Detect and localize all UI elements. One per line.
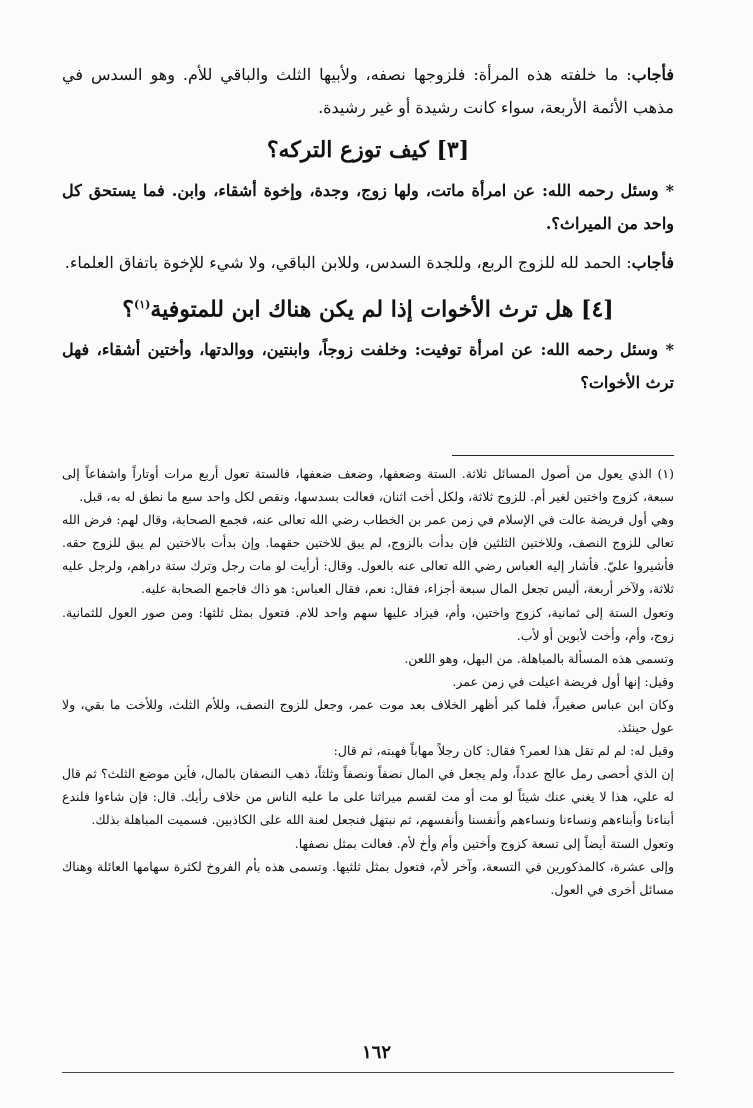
footnote-paragraph: إن الذي أحصى رمل عالج عدداً، ولم يجعل في المال نصفاً ونصفاً وثلثاً، ذهب النصفان بالمال، فأين موضع الثلث؟ ثم قال له علي، هذا لا يغني عنك شيئاً لو مت أو مت لقسم ميراثنا على ما عليه الناس من خلاف رأيك. قال: فإن شاءوا فلندع أبناءنا وأبناءهم ونساءنا ونساءهم وأنفسنا وأنفسهم، ثم نبتهل فنجعل لعنة الله على الكاذبين. فسميت المباهلة بذلك.: [62, 766, 674, 828]
footnote-paragraph: وكان ابن عباس صغيراً، فلما كبر أظهر الخلاف بعد موت عمر، وجعل للزوج النصف، وللأم الثلث، وللأخت ما بقي، ولا عول حينئذ.: [62, 696, 674, 736]
answer-paragraph-3: [62, 246, 674, 279]
question-4: * وسئل رحمه الله: عن امرأة توفيت: وخلفت زوجاً، وابنتين، ووالدتها، وأختين أشقاء، فهل ترث الأخوات؟: [62, 340, 674, 393]
question-3: * وسئل رحمه الله: عن امرأة ماتت، ولها زوج، وجدة، وإخوة أشقاء، وابن. فما يستحق كل واحد من الميراث؟.: [62, 181, 674, 233]
footnote-paragraph: وقيل له: لم لم تقل هذا لعمر؟ فقال: كان رجلاً مهاباً فهبته، ثم قال:: [333, 743, 674, 759]
footnote-paragraph: وهي أول فريضة عالت في الإسلام في زمن عمر بن الخطاب رضي الله تعالى عنه، فجمع الصحابة، وقال لهم: فرض الله تعالى للزوج النصف، وللاختين الثلثين فإن بدأت بالزوج، لم يبق للاختين حقهما. وإن بدأت بالاختين لم يبق للزوج حقه. فأشيروا عليّ. فأشار إليه العباس رضي الله تعالى عنه بالعول. وقال: أرأيت لو مات رجل وترك ستة دراهم، ولرجل عليه ثلاثة، ولآخر أربعة، أليس تجعل المال سبعة أجزاء، فقال: نعم، فقال العباس: هو ذاك فاجمع الصحابة عليه.: [62, 512, 674, 597]
main-text: [62, 58, 674, 405]
heading-text: [٤] هل ترث الأخوات إذا لم يكن هناك ابن للمتوفية: [150, 296, 614, 323]
footnote-paragraph: (١) الذي يعول من أصول المسائل ثلاثة. الستة وضعفها، وضعف ضعفها، فالستة تعول أربع مرات أوتاراً واشفاعاً إلى سبعة، كزوج واختين لغير أم. للزوج ثلاثة، ولكل أخت اثنان، فعالت بسدسها، ونقص لكل واحد سبع ما نطق له به، قبل.: [62, 466, 674, 505]
answer-text: : ما خلفته هذه المرأة: فلزوجها نصفه، ولأبيها الثلث والباقي للأم. وهو السدس في مذهب الأئمة الأربعة، سواء كانت رشيدة أو غير رشيدة.: [62, 65, 674, 117]
footnote-paragraph: وإلى عشرة، كالمذكورين في التسعة، وآخر لأم، فتعول بمثل ثلثيها. وتسمى هذه بأم الفروخ لكثرة سهامها العائلة وهناك مسائل أخرى في العول.: [62, 858, 674, 897]
answer-text: : الحمد لله للزوج الربع، وللجدة السدس، وللابن الباقي، ولا شيء للإخوة باتفاق العلماء.: [64, 253, 632, 272]
footnote-paragraph: وقيل: إنها أول فريضة اعيلت في زمن عمر.: [452, 673, 674, 689]
footnote-ref: (١): [133, 298, 151, 311]
footnotes: [62, 462, 674, 901]
section-heading-4: [62, 287, 674, 327]
page-number: ١٦٢: [361, 1042, 391, 1063]
answer-lead: فأجاب: [631, 253, 674, 272]
heading-tail: ؟: [122, 296, 134, 323]
answer-paragraph-1: [62, 58, 674, 124]
footnote-separator: [452, 455, 674, 456]
footnote-paragraph: وتعول الستة إلى ثمانية، كزوج واختين، وأم، فيزاد عليها سهم واحد للام. فتعول بمثل ثلثها: ومن صور العول للثمانية. زوج، وأم، وأخت لأبوين أو لأب.: [62, 604, 674, 643]
footnote-paragraph: وتعول الستة أيضاً إلى تسعة كزوج وأختين وأم وأخ لأم. فعالت بمثل نصفها.: [294, 835, 674, 851]
section-heading-3: [٣] كيف توزع التركه؟: [266, 137, 470, 163]
footnote-paragraph: وتسمى هذه المسألة بالمباهلة. من البهل، وهو اللعن.: [404, 650, 674, 666]
bottom-rule: [62, 1072, 674, 1073]
answer-lead: فأجاب: [631, 65, 675, 84]
